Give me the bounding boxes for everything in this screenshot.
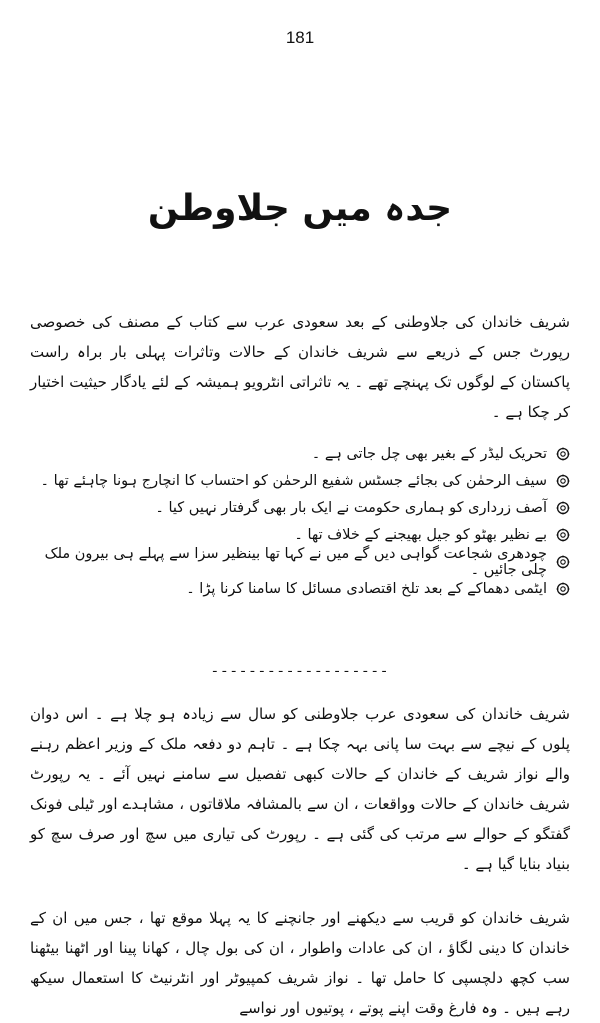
list-item [30, 440, 570, 467]
list-item-text: چودھری شجاعت گواہی دیں گے میں نے کہا تھا بینظیر سزا سے پہلے ہی بیرون ملک چلی جائیں ۔ [44, 545, 547, 578]
list-item-text: ایٹمی دھماکے کے بعد تلخ اقتصادی مسائل کا سامنا کرنا پڑا ۔ [186, 580, 547, 597]
flower-bullet-icon [556, 447, 570, 461]
flower-bullet-icon [556, 501, 570, 515]
section-divider: ------------------- [210, 664, 390, 680]
list-item-text: سیف الرحمٰن کی بجائے جسٹس شفیع الرحمٰن کو احتساب کا انچارج ہونا چاہئے تھا ۔ [40, 472, 547, 489]
highlights-list [30, 440, 570, 602]
flower-bullet-icon [556, 474, 570, 488]
body-paragraph: شریف خاندان کی سعودی عرب جلاوطنی کو سال سے زیادہ ہو چلا ہے ۔ اس دوان پلوں کے نیچے سے بہت سا پانی بہہ چکا ہے ۔ تاہم دو دفعہ ملک کے وزیر اعظم رہنے والے نواز شریف کے خاندان کے حالات کبھی تفصیل سے سامنے نہیں آئے ۔ یہ رپورٹ شریف خاندان کے حالات وواقعات ، ان سے بالمشافہ ملاقاتوں ، مشاہدے اور ٹیلی فونک گفتگو کے حوالے سے مرتب کی گئی ہے ۔ رپورٹ کی تیاری میں سچ اور صرف سچ کو بنیاد بنایا گیا ہے ۔ [30, 705, 570, 873]
list-item [30, 575, 570, 602]
list-item-text: آصف زرداری کو ہماری حکومت نے ایک بار بھی گرفتار نہیں کیا ۔ [155, 499, 547, 516]
chapter-title: جدہ میں جلاوطن [147, 188, 453, 229]
flower-bullet-icon [556, 555, 570, 569]
intro-paragraph: شریف خاندان کی جلاوطنی کے بعد سعودی عرب سے کتاب کے مصنف کی خصوصی رپورٹ جس کے ذریعے سے شریف خاندان کے حالات وتاثرات پہلی بار براہ راست پاکستان کے لوگوں تک پہنچے تھے ۔ یہ تاثراتی انٹرویو ہمیشہ کے لئے یادگار حیثیت اختیار کر چکا ہے ۔ [30, 313, 570, 421]
list-item-text: بے نظیر بھٹو کو جیل بھیجنے کے خلاف تھا ۔ [294, 526, 547, 543]
body-paragraph: شریف خاندان کو قریب سے دیکھنے اور جانچنے کا یہ پہلا موقع تھا ، جس میں ان کے خاندان کا دینی لگاؤ ، ان کی عادات واطوار ، ان کی بول چال ، کھانا پینا اور اٹھنا بیٹھنا سب کچھ دلچسپی کا حامل تھا ۔ نواز شریف کمپیوٹر اور انٹرنیٹ کا استعمال سیکھ رہے ہیں ۔ وہ فارغ وقت اپنے پوتے ، پوتیوں اور نواسے [30, 909, 570, 1017]
flower-bullet-icon [556, 582, 570, 596]
list-item [30, 467, 570, 494]
list-item [30, 494, 570, 521]
list-item [30, 545, 570, 578]
list-item-text: تحریک لیڈر کے بغیر بھی چل جاتی ہے ۔ [311, 445, 547, 462]
flower-bullet-icon [556, 528, 570, 542]
list-item [30, 521, 570, 548]
page-number: 181 [285, 28, 315, 47]
